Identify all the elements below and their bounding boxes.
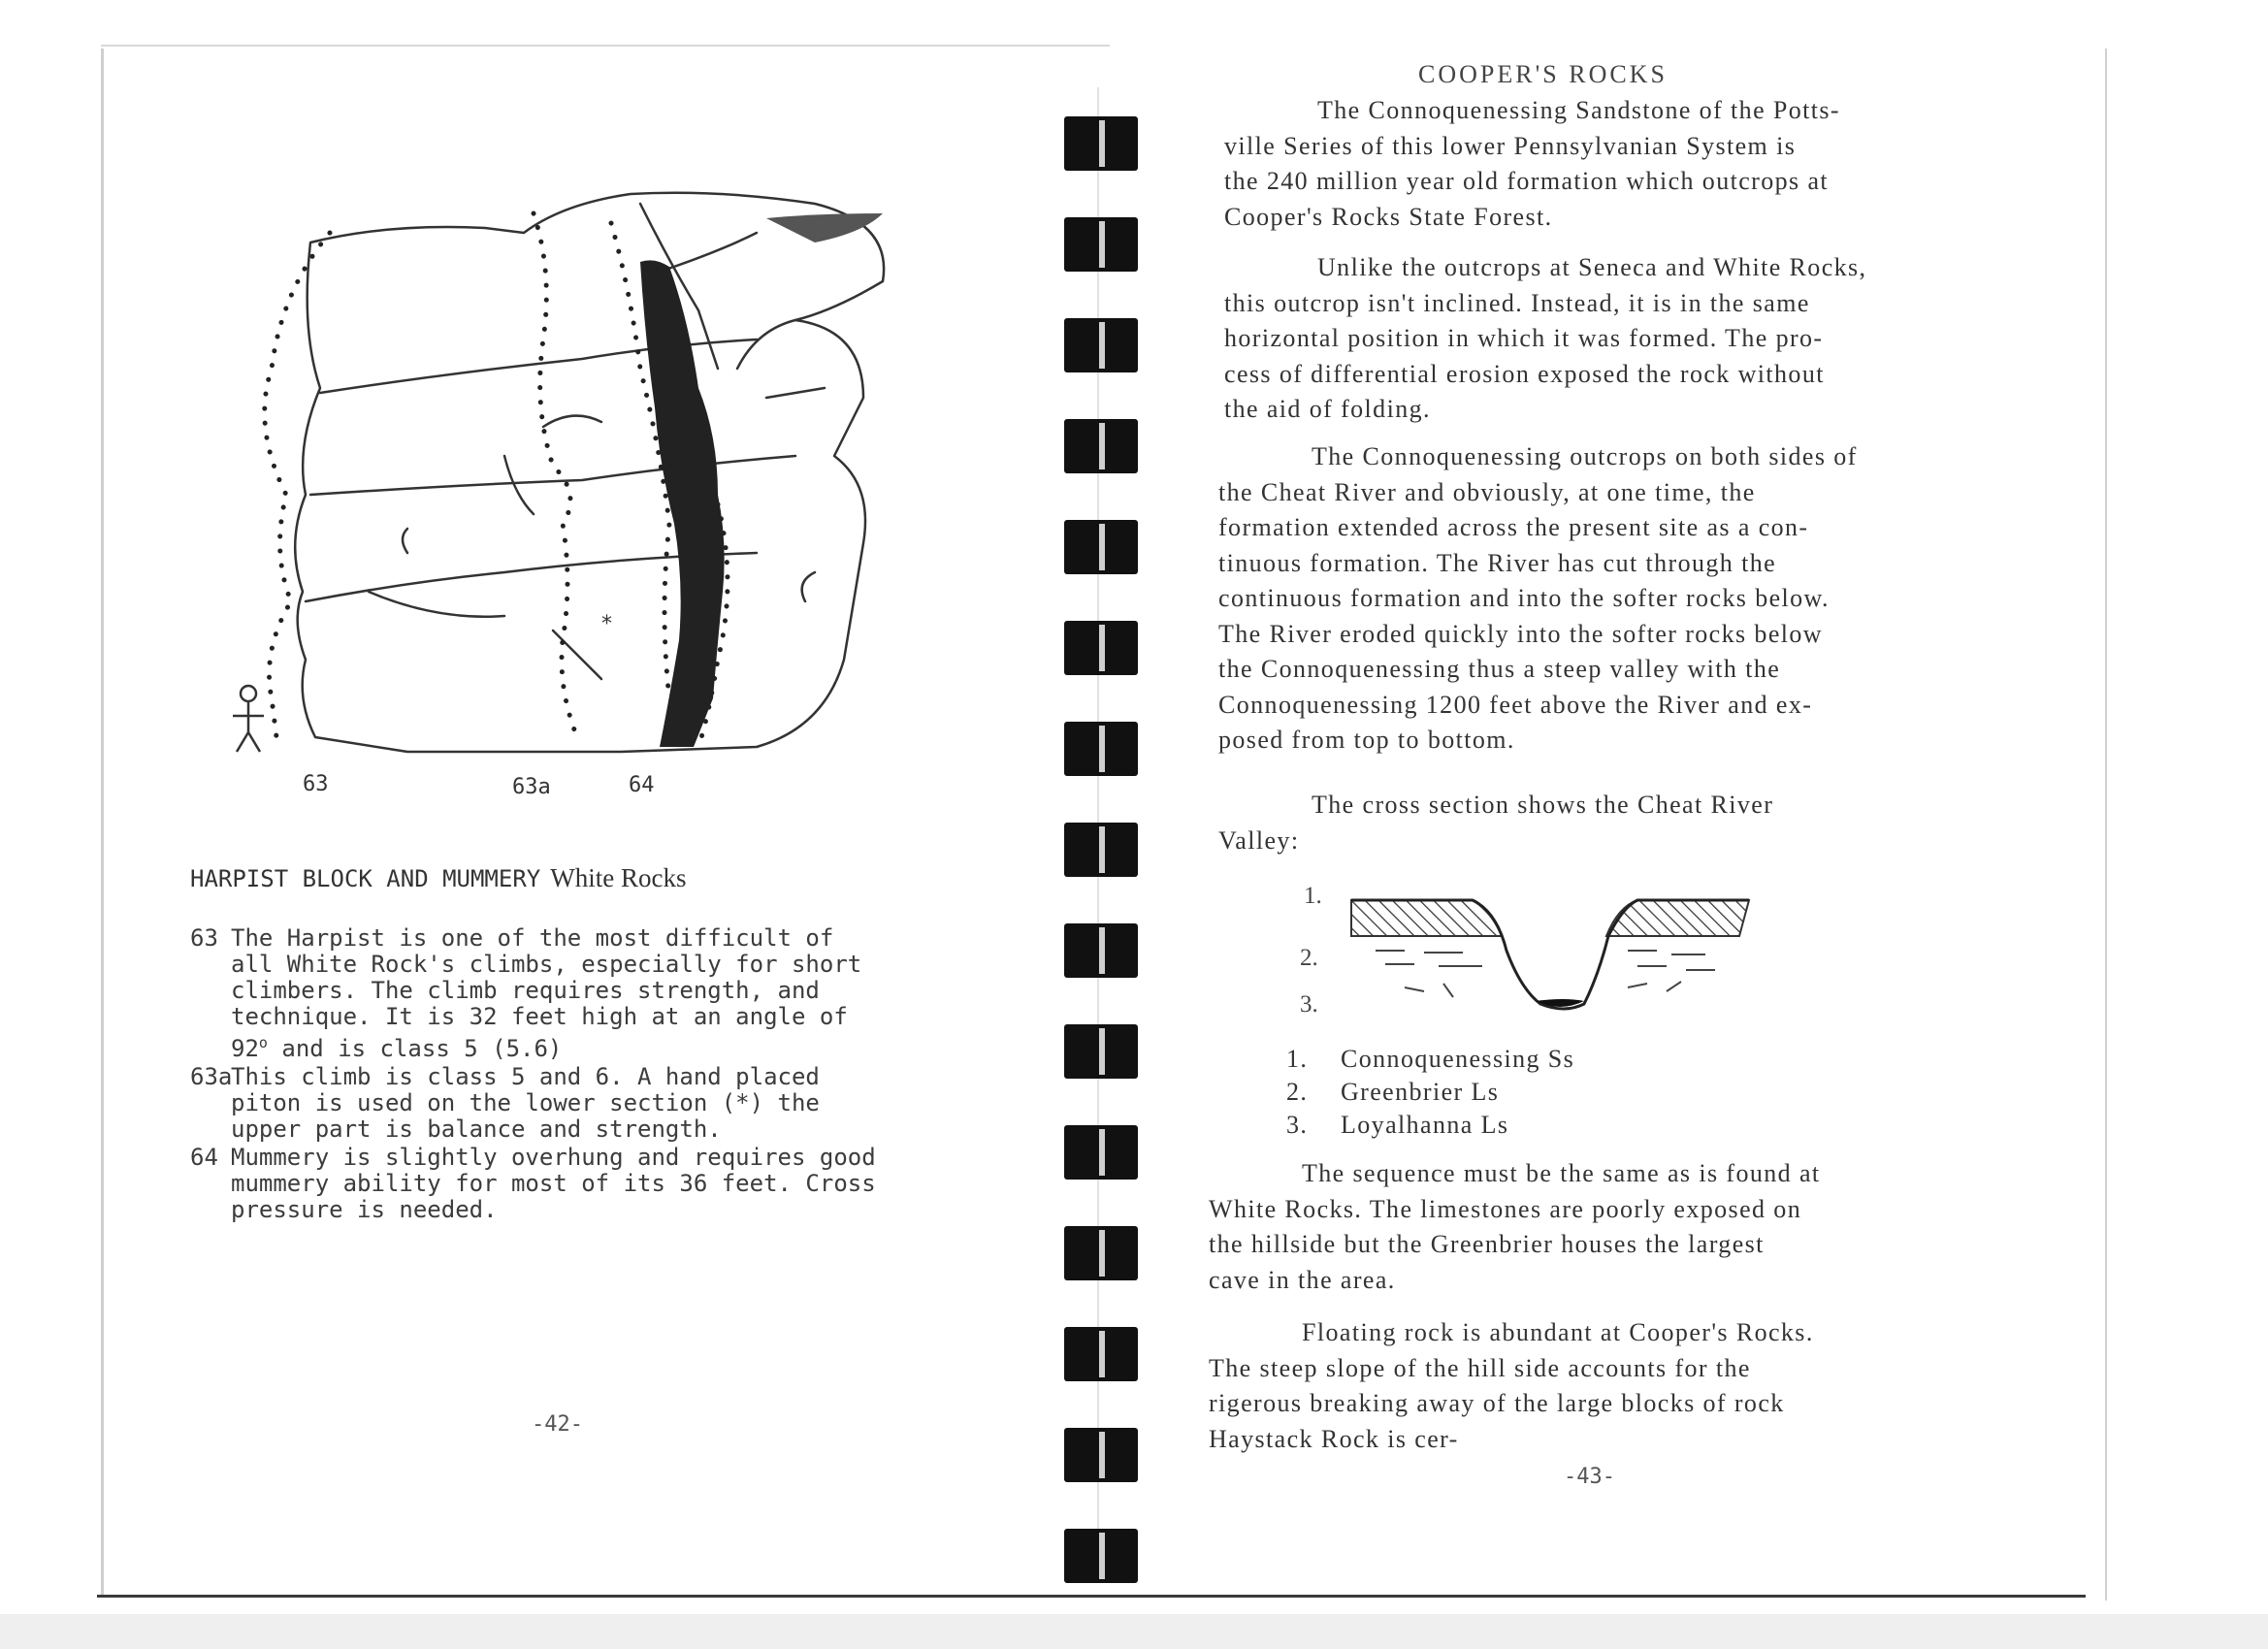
text-line: the aid of folding. xyxy=(1224,395,1431,423)
diagram-label-3: 3. xyxy=(1300,991,1318,1018)
binding-ring xyxy=(1062,1529,1140,1583)
legend-item xyxy=(1286,1043,1574,1076)
text-line: formation extended across the present site as a con- xyxy=(1218,513,1809,541)
binding-ring xyxy=(1062,1226,1140,1280)
binding-ring xyxy=(1062,621,1140,675)
route-63-line xyxy=(265,233,330,737)
entry-line: upper part is balance and strength. xyxy=(231,1116,722,1143)
legend-item xyxy=(1286,1109,1574,1142)
page-number-right: -43- xyxy=(1564,1465,1615,1489)
binding-ring xyxy=(1062,116,1140,171)
left-page-edge xyxy=(101,48,104,1595)
text-line: continuous formation and into the softer rocks below. xyxy=(1218,584,1830,612)
entry-line: technique. It is 32 feet high at an angle of xyxy=(231,1003,848,1030)
entry-line xyxy=(231,1030,947,1062)
text-line: The Connoquenessing outcrops on both sides of xyxy=(1312,442,1858,470)
text-line: The Connoquenessing Sandstone of the Potts- xyxy=(1317,96,1840,124)
entry-line: The Harpist is one of the most difficult of xyxy=(231,924,834,952)
text-line: this outcrop isn't inclined. Instead, it is in the same xyxy=(1224,288,1810,317)
text-line: rigerous breaking away of the large blocks of rock xyxy=(1209,1389,1785,1417)
text-line: White Rocks. The limestones are poorly exposed on xyxy=(1209,1194,1802,1223)
legend-number: 3. xyxy=(1286,1111,1309,1139)
entry-line: Mummery is slightly overhung and requires good xyxy=(231,1144,876,1171)
text-line: horizontal position in which it was formed. The pro- xyxy=(1224,324,1824,352)
text-line: Connoquenessing 1200 feet above the River and ex- xyxy=(1218,690,1813,719)
stick-figure xyxy=(233,686,264,752)
route-number: 64 xyxy=(190,1144,218,1171)
text-line: Cooper's Rocks State Forest. xyxy=(1224,202,1553,231)
svg-text:*: * xyxy=(601,612,612,636)
text-line: ville Series of this lower Pennsylvanian System is xyxy=(1224,131,1797,160)
legend-number: 1. xyxy=(1286,1045,1309,1073)
entry-line: pressure is needed. xyxy=(231,1196,498,1223)
binding-ring xyxy=(1062,1428,1140,1482)
binding-ring xyxy=(1062,520,1140,574)
binding-ring xyxy=(1062,923,1140,978)
left-page-top-edge xyxy=(101,45,1110,47)
spiral-binding xyxy=(1062,87,1140,1571)
legend-label: Loyalhanna Ls xyxy=(1341,1111,1509,1139)
binding-ring xyxy=(1062,1125,1140,1180)
cheat-river-cross-section xyxy=(1288,883,1754,1038)
binding-ring xyxy=(1062,419,1140,473)
text-line: The steep slope of the hill side accounts for the xyxy=(1209,1353,1751,1382)
diagram-label-1: 1. xyxy=(1304,883,1322,909)
harpist-block-illustration xyxy=(213,175,931,805)
text-line: Unlike the outcrops at Seneca and White Rocks, xyxy=(1317,253,1867,281)
route-label-64: 64 xyxy=(629,773,655,797)
legend-label: Connoquenessing Ss xyxy=(1341,1045,1575,1073)
entry-line: piton is used on the lower section (*) the xyxy=(231,1089,820,1116)
route-entry-63 xyxy=(190,925,947,1062)
page-bottom-edge xyxy=(97,1595,2086,1598)
binding-ring xyxy=(1062,823,1140,877)
binding-ring xyxy=(1062,722,1140,776)
route-label-63: 63 xyxy=(303,772,329,796)
route-label-63a: 63a xyxy=(512,775,551,799)
binding-ring xyxy=(1062,1024,1140,1079)
text-line: Haystack Rock is cer- xyxy=(1209,1424,1459,1453)
text-line: the Connoquenessing thus a steep valley with the xyxy=(1218,655,1781,683)
binding-ring xyxy=(1062,318,1140,372)
text-line: tinuous formation. The River has cut through the xyxy=(1218,548,1777,577)
text-line: the Cheat River and obviously, at one time, the xyxy=(1218,477,1756,506)
text-line: Valley: xyxy=(1218,825,1300,855)
text-line: cess of differential erosion exposed the rock without xyxy=(1224,359,1825,388)
paragraph-3 xyxy=(1218,439,2039,759)
figure-caption xyxy=(190,863,686,893)
page-title: COOPER'S ROCKS xyxy=(1418,60,1668,88)
route-descriptions xyxy=(190,925,947,1225)
legend-label: Greenbrier Ls xyxy=(1341,1078,1500,1106)
caption-location: White Rocks xyxy=(550,863,687,892)
route-number: 63a xyxy=(190,1063,233,1090)
route-entry-64 xyxy=(190,1145,947,1223)
legend-number: 2. xyxy=(1286,1078,1309,1106)
paragraph-2 xyxy=(1224,250,2039,428)
paragraph-6 xyxy=(1209,1315,2033,1457)
text-line: The cross section shows the Cheat River xyxy=(1312,791,1774,819)
entry-line: all White Rock's climbs, especially for short xyxy=(231,951,862,978)
text-line: posed from top to bottom. xyxy=(1218,726,1515,754)
scan-background xyxy=(0,1614,2268,1649)
right-page-edge xyxy=(2105,48,2107,1600)
degree-mark: o xyxy=(258,1034,268,1051)
cross-section-legend xyxy=(1286,1043,1574,1142)
route-number: 63 xyxy=(190,924,218,952)
caption-title: HARPIST BLOCK AND MUMMERY xyxy=(190,865,541,892)
chimney-crack xyxy=(640,260,725,747)
entry-line: mummery ability for most of its 36 feet. Cross xyxy=(231,1170,876,1197)
page-number-left: -42- xyxy=(532,1412,583,1437)
text-line: Floating rock is abundant at Cooper's Rocks. xyxy=(1302,1318,1814,1346)
route-63a-line xyxy=(534,213,577,737)
text-line: cave in the area. xyxy=(1209,1265,1396,1294)
diagram-label-2: 2. xyxy=(1300,945,1318,971)
binding-ring xyxy=(1062,217,1140,272)
entry-line: This climb is class 5 and 6. A hand placed xyxy=(231,1063,820,1090)
entry-line-end: and is class 5 (5.6) xyxy=(281,1035,563,1062)
angle-value: 92 xyxy=(231,1035,259,1062)
binding-ring xyxy=(1062,1327,1140,1381)
paragraph-5 xyxy=(1209,1156,2033,1298)
entry-line: climbers. The climb requires strength, and xyxy=(231,977,820,1004)
text-line: The sequence must be the same as is found at xyxy=(1302,1159,1821,1187)
legend-item xyxy=(1286,1076,1574,1109)
text-line: the hillside but the Greenbrier houses the largest xyxy=(1209,1230,1765,1258)
paragraph-4 xyxy=(1218,788,2033,858)
route-entry-63a xyxy=(190,1064,947,1143)
paragraph-1 xyxy=(1224,93,2039,235)
text-line: the 240 million year old formation which outcrops at xyxy=(1224,167,1830,195)
text-line: The River eroded quickly into the softer rocks below xyxy=(1218,619,1823,648)
